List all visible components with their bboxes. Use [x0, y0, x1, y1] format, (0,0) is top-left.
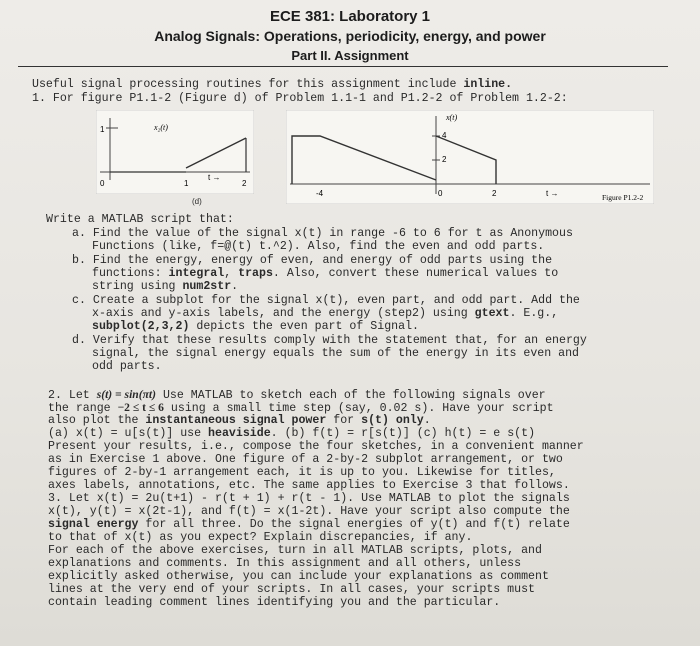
left-x-tick-0: 0	[100, 179, 105, 188]
q1-b3-num2str: num2str	[182, 280, 232, 293]
closing-line1: For each of the above exercises, turn in all MATLAB scripts, plots, and	[48, 544, 542, 557]
q1-b-traps: traps	[238, 267, 273, 280]
q1-b-text: functions:	[92, 267, 169, 280]
figure-sub-label: (d)	[192, 197, 202, 206]
closing-line2: explanations and comments. In this assignment and all others, unless	[48, 557, 522, 570]
q1-c-line3	[92, 320, 419, 333]
right-y-tick-label-4: 4	[442, 131, 447, 140]
left-x-tick-2: 2	[242, 179, 247, 188]
q2-line8: axes labels, annotations, etc. The same applies to Exercise 3 that follows.	[48, 479, 570, 492]
q1-b-integral: integral	[168, 267, 225, 280]
left-t-arrow: t →	[208, 173, 221, 182]
right-y-tick-label-2: 2	[442, 155, 447, 164]
q2-line6: as in Exercise 1 above. One figure of a 2-by-2 subplot arrangement, or two	[48, 453, 563, 466]
closing-line3: explicitly asked otherwise, you can include your explanations as comment	[48, 570, 549, 583]
q1-b-comma: ,	[224, 267, 239, 280]
figure-caption: Figure P1.2-2	[602, 193, 644, 202]
q1-d-line3: odd parts.	[92, 360, 162, 373]
figure-right-bg	[286, 110, 654, 204]
q1-d-line1: d. Verify that these results comply with the statement that, for an energy	[72, 334, 587, 347]
q3-line2: x(t), y(t) = x(2t-1), and f(t) = x(1-2t). Have your script also compute the	[48, 505, 570, 518]
q2-l2-pre: the range	[48, 402, 118, 415]
q2-l4-heaviside: heaviside	[208, 427, 271, 440]
lab-title: Analog Signals: Operations, periodicity, energy, and power	[154, 28, 546, 44]
right-t-arrow: t →	[546, 189, 559, 198]
q2-line7: figures of 2-by-1 arrangement each, it is up to you. Likewise for titles,	[48, 466, 556, 479]
q2-line3	[48, 414, 431, 427]
right-x-tick-0: 0	[438, 189, 443, 198]
q2-l3-post: .	[423, 414, 431, 427]
left-x-tick-1: 1	[184, 179, 189, 188]
q1-b3-text: string using	[92, 280, 183, 293]
q1-c-line2	[92, 307, 558, 320]
q2-l3-bold2: s(t) only	[361, 414, 424, 427]
q2-l3-mid: for	[326, 414, 362, 427]
q3-signal-energy: signal energy	[48, 518, 139, 531]
q3-line3	[48, 518, 570, 531]
closing-line5: contain leading comment lines identifying you and the particular.	[48, 596, 501, 609]
part-heading: Part II. Assignment	[291, 48, 409, 63]
left-y-tick: 1	[100, 125, 105, 134]
course-heading: ECE 381: Laboratory 1	[269, 8, 431, 25]
figure-left-panel	[96, 110, 254, 194]
q2-l3-pre: also plot the	[48, 414, 146, 427]
q3-line4: to that of x(t) as you expect? Explain discrepancies, if any.	[48, 531, 473, 544]
q1-c2-gtext: gtext	[474, 307, 510, 320]
q2-l4-post: . (b) f(t) = r[s(t)] (c) h(t) = e s(t)	[270, 427, 536, 440]
q2-line2	[48, 401, 554, 415]
q1-a-line2: Functions (like, f=@(t) t.^2). Also, find the even and odd parts.	[92, 240, 545, 253]
q1-c3-subplot: subplot(2,3,2)	[92, 320, 190, 333]
q1-c3-text: depicts the even part of Signal.	[189, 320, 419, 333]
right-signal-label: x(t)	[446, 113, 458, 122]
q2-l1-post: Use MATLAB to sketch each of the following signals over	[156, 389, 546, 402]
left-signal-label: x₂(t)	[154, 123, 168, 132]
q1-b-line3	[92, 280, 238, 293]
q2-l2-math: −2 ≤ t ≤ 6	[117, 401, 164, 414]
q1-c2-text: x-axis and y-axis labels, and the energy (step2) using	[92, 307, 475, 320]
figure-right-panel	[286, 110, 654, 204]
right-x-tick-neg4: -4	[316, 189, 324, 198]
q3-line1: 3. Let x(t) = 2u(t+1) - r(t + 1) + r(t - 1). Use MATLAB to plot the signals	[48, 492, 570, 505]
q2-l2-post: using a small time step (say, 0.02 s). Have your script	[163, 402, 554, 415]
intro-line-1	[32, 78, 512, 91]
q1-b3-end: .	[231, 280, 239, 293]
q2-l1-math: s(t) = sin(πt)	[96, 388, 157, 401]
q1-c2-end: . E.g.,	[509, 307, 559, 320]
heading-divider	[18, 66, 668, 67]
q1-b-line2	[92, 267, 558, 280]
q1-b-line1: b. Find the energy, energy of even, and energy of odd parts using the	[72, 254, 553, 267]
q2-l4-pre: (a) x(t) = u[s(t)] use	[48, 427, 209, 440]
q1-d-line2: signal, the signal energy equals the sum of the energy in its even and	[92, 347, 580, 360]
q1-c-line1: c. Create a subplot for the signal x(t), even part, and odd part. Add the	[72, 294, 580, 307]
q2-l3-bold: instantaneous signal power	[145, 414, 327, 427]
q2-line4	[48, 427, 535, 440]
intro-bold: inline.	[463, 78, 513, 91]
closing-line4: lines at the very end of your scripts. In all cases, your scripts must	[48, 583, 536, 596]
q3-l3-post: for all three. Do the signal energies of y(t) and f(t) relate	[138, 518, 570, 531]
q2-line1	[48, 388, 546, 402]
q1-intro: Write a MATLAB script that:	[46, 213, 234, 226]
figure-left-bg	[96, 110, 254, 194]
q2-line5: Present your results, i.e., compose the four sketches, in a convenient manner	[48, 440, 584, 453]
q1-a-line1: a. Find the value of the signal x(t) in range -6 to 6 for t as Anonymous	[72, 227, 573, 240]
right-x-tick-2: 2	[492, 189, 497, 198]
intro-text: Useful signal processing routines for this assignment include	[32, 78, 464, 91]
problem-1-statement: 1. For figure P1.1-2 (Figure d) of Problem 1.1-1 and P1.2-2 of Problem 1.2-2:	[32, 92, 568, 105]
q1-b-text-end: . Also, convert these numerical values to	[272, 267, 559, 280]
q2-l1-pre: 2. Let	[48, 389, 97, 402]
